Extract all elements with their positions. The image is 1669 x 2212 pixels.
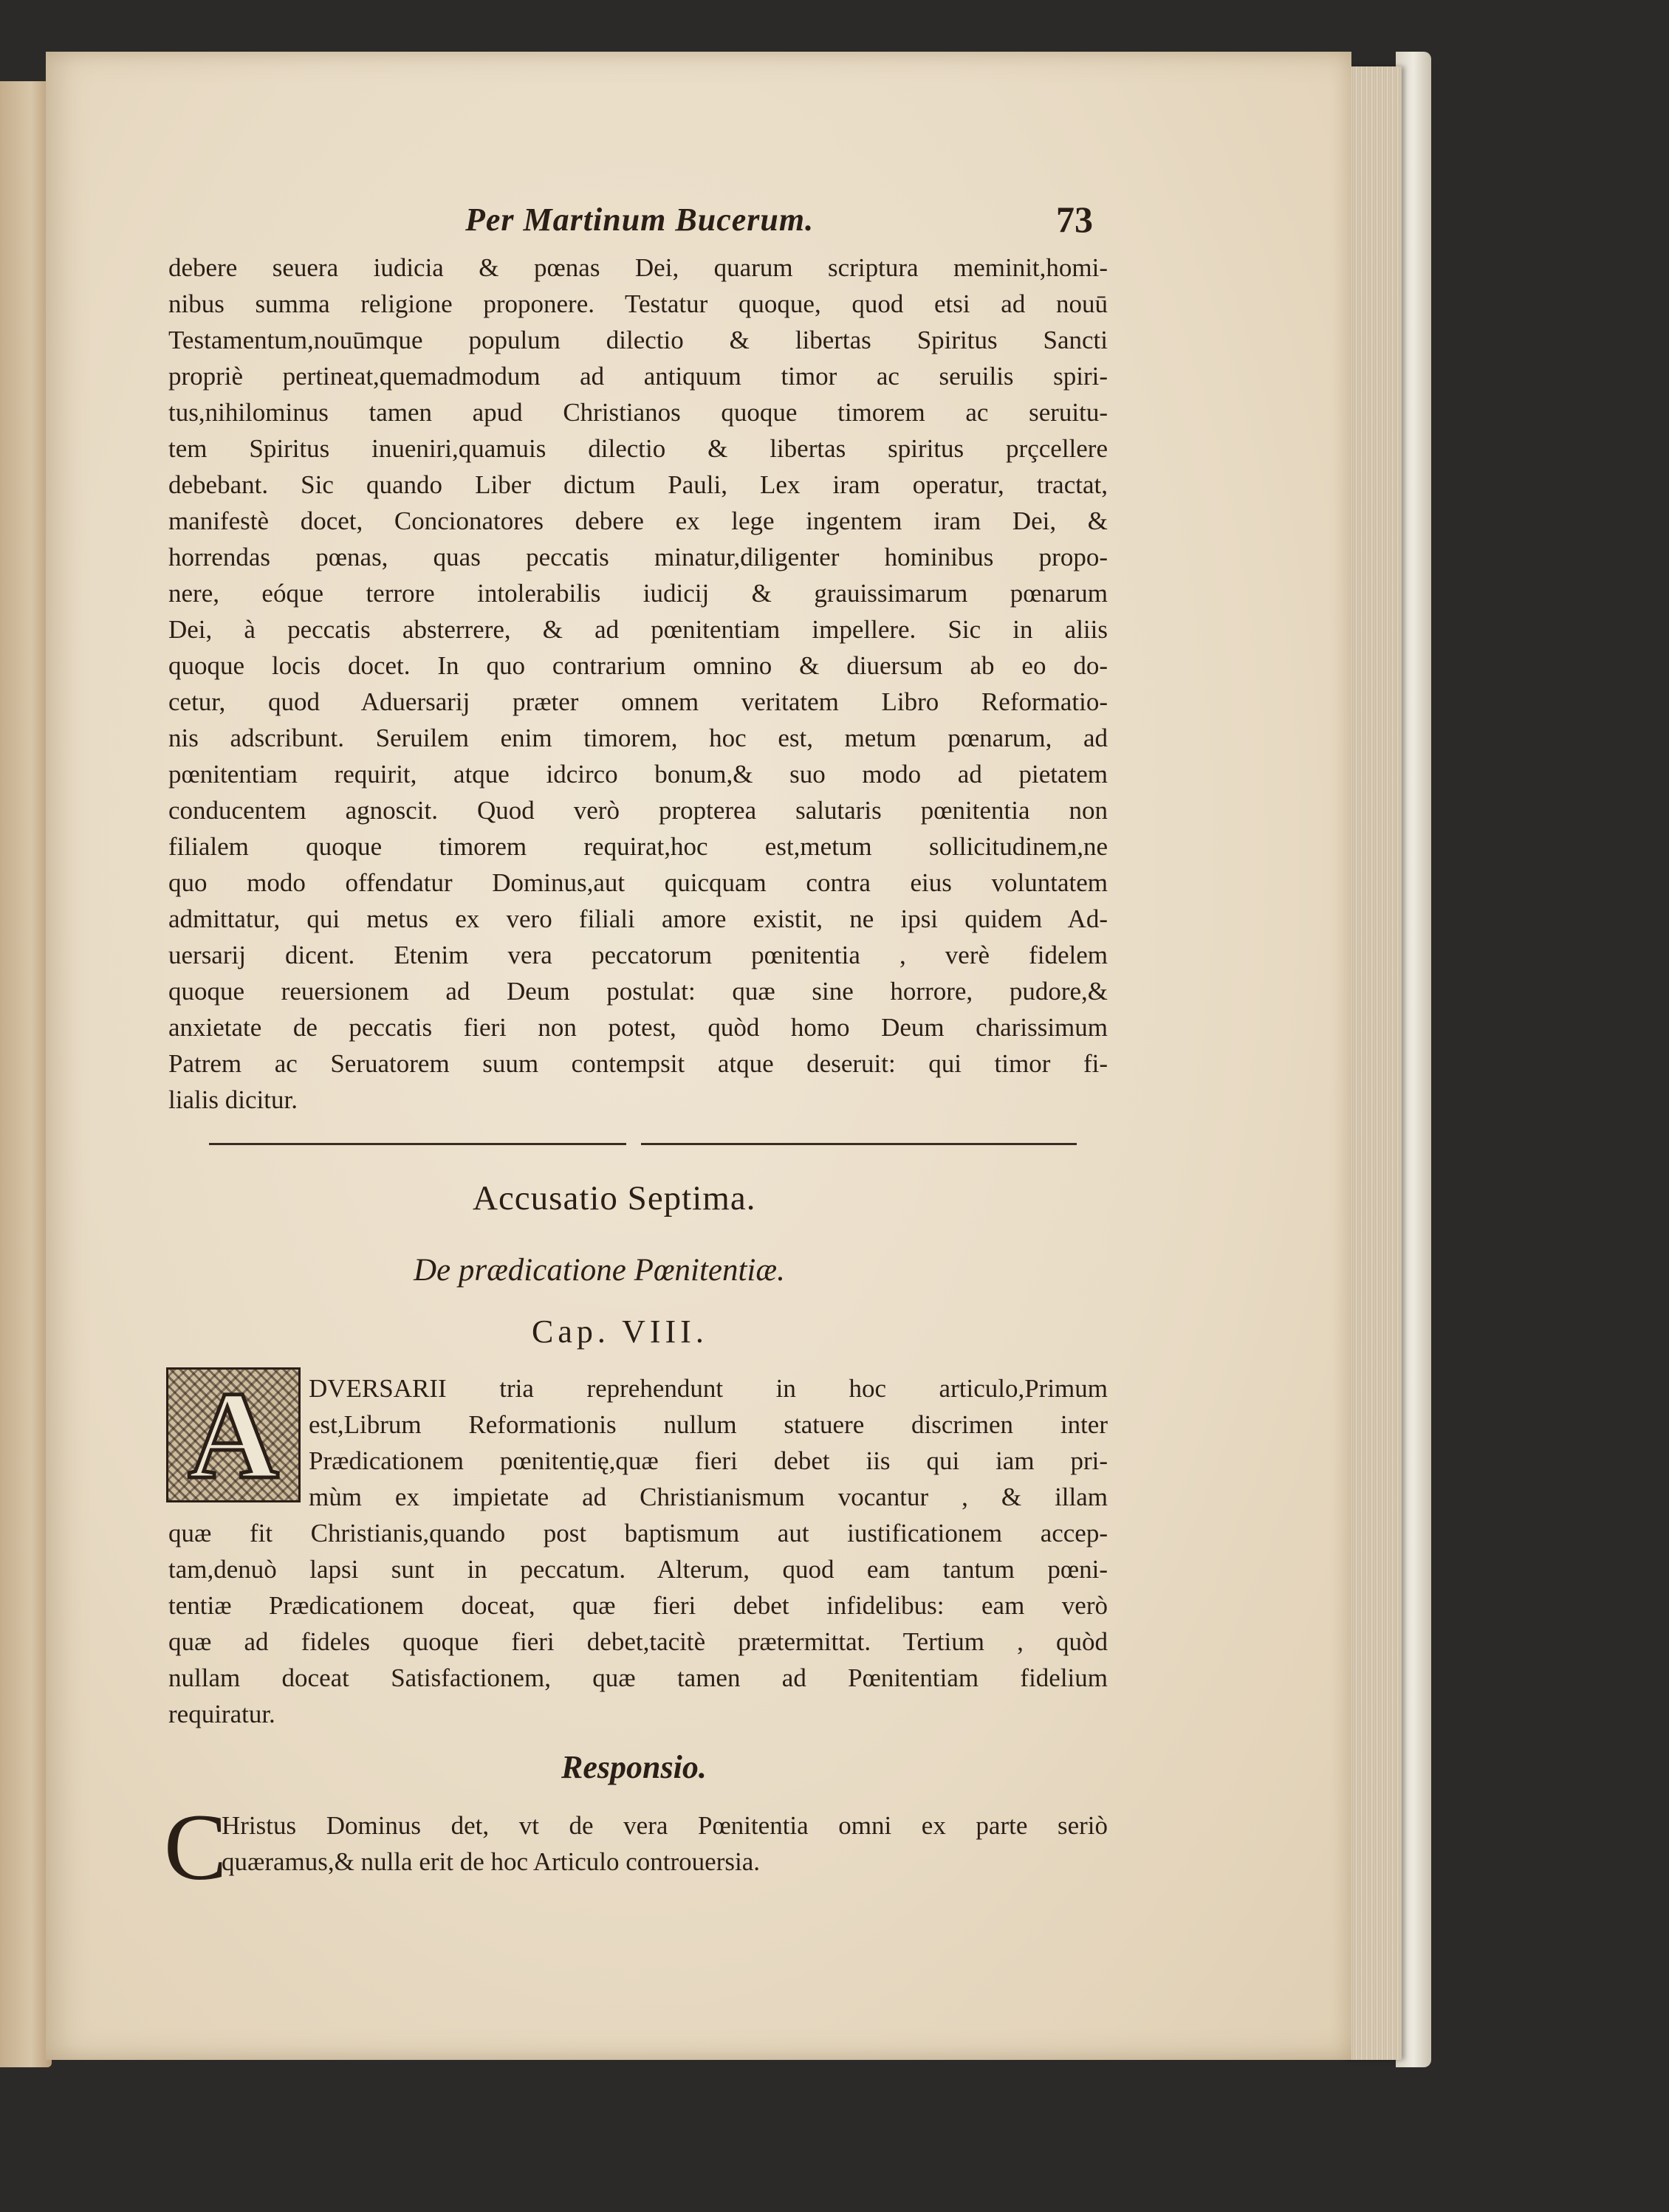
text-line: requiratur.: [168, 1700, 275, 1728]
text-line: nere, eóque terrore intolerabilis iudicij & grauissimarum pœnarum: [168, 579, 1108, 608]
response-initial: C: [164, 1795, 227, 1900]
text-line: nullam doceat Satisfactionem, quæ tamen ad Pœnitentiam fidelium: [168, 1663, 1108, 1692]
text-line: Hristus Dominus det, vt de vera Pœnitentia omni ex parte seriò: [222, 1811, 1108, 1840]
text-line: tentiæ Prædicationem doceat, quæ fieri debet infidelibus: eam verò: [168, 1591, 1108, 1620]
text-line: admittatur, qui metus ex vero filiali amore existit, ne ipsi quidem Ad-: [168, 904, 1108, 933]
text-line: quæ fit Christianis,quando post baptismum aut iustificationem accep-: [168, 1519, 1108, 1548]
text-line: Prædicationem pœnitentię,quæ fieri debet iis qui iam pri-: [309, 1446, 1108, 1475]
text-line: tem Spiritus inueniri,quamuis dilectio & libertas spiritus prçcellere: [168, 434, 1108, 463]
text-line: pœnitentiam requirit, atque idcirco bonum,& suo modo ad pietatem: [168, 760, 1108, 789]
text-line: debebant. Sic quando Liber dictum Pauli, Lex iram operatur, tractat,: [168, 470, 1108, 499]
running-head: [170, 201, 1115, 245]
text-line: quoque reuersionem ad Deum postulat: quæ sine horrore, pudore,&: [168, 977, 1108, 1006]
section-subtitle: De prædicatione Pœnitentiæ.: [414, 1253, 785, 1288]
text-line: lialis dicitur.: [168, 1085, 298, 1114]
section-title: Accusatio Septima.: [473, 1179, 756, 1217]
text-line: anxietate de peccatis fieri non potest, quòd homo Deum charissimum: [168, 1013, 1108, 1042]
response-paragraph: [222, 1807, 1108, 1880]
section-divider-right: [641, 1143, 1077, 1145]
text-line: nis adscribunt. Seruilem enim timorem, hoc est, metum pœnarum, ad: [168, 724, 1108, 752]
text-line: est,Librum Reformationis nullum statuere discrimen inter: [309, 1410, 1108, 1439]
previous-page-edge: [0, 81, 52, 2067]
text-line: debere seuera iudicia & pœnas Dei, quarum scriptura meminit,homi-: [168, 253, 1108, 282]
chapter-paragraph-beside-initial: [309, 1370, 1108, 1515]
text-line: cetur, quod Aduersarij præter omnem veritatem Libro Reformatio-: [168, 687, 1108, 716]
chapter-heading: Cap. VIII.: [532, 1313, 708, 1350]
chapter-paragraph: [168, 1515, 1108, 1732]
text-line: quæ ad fideles quoque fieri debet,tacitè prætermittat. Tertium , quòd: [168, 1627, 1108, 1656]
text-line: uersarij dicent. Etenim vera peccatorum pœnitentia , verè fidelem: [168, 941, 1108, 969]
ornamental-drop-cap: [166, 1365, 301, 1505]
text-line: tam,denuò lapsi sunt in peccatum. Alterum, quod eam tantum pœni-: [168, 1555, 1108, 1584]
text-line: manifestè docet, Concionatores debere ex lege ingentem iram Dei, &: [168, 506, 1108, 535]
text-line: propriè pertineat,quemadmodum ad antiquum timor ac seruilis spiri-: [168, 362, 1108, 391]
section-divider-left: [209, 1143, 626, 1145]
page-number: 73: [1056, 199, 1093, 240]
text-line: Patrem ac Seruatorem suum contempsit atque deseruit: qui timor fi-: [168, 1049, 1108, 1078]
text-line: Dei, à peccatis absterrere, & ad pœnitentiam impellere. Sic in aliis: [168, 615, 1108, 644]
drop-cap-letter: A: [188, 1365, 279, 1505]
text-line: quo modo offendatur Dominus,aut quicquam contra eius voluntatem: [168, 868, 1108, 897]
text-line: mùm ex impietate ad Christianismum vocantur , & illam: [309, 1483, 1108, 1511]
text-line: quæramus,& nulla erit de hoc Articulo controuersia.: [222, 1847, 760, 1876]
text-line: conducentem agnoscit. Quod verò propterea salutaris pœnitentia non: [168, 796, 1108, 825]
text-line: horrendas pœnas, quas peccatis minatur,diligenter hominibus propo-: [168, 543, 1108, 571]
main-paragraph: [168, 250, 1108, 1118]
text-line: DVERSARII tria reprehendunt in hoc articulo,Primum: [309, 1374, 1108, 1403]
text-line: tus,nihilominus tamen apud Christianos quoque timorem ac seruitu-: [168, 398, 1108, 427]
text-line: Testamentum,nouūmque populum dilectio & libertas Spiritus Sancti: [168, 326, 1108, 354]
text-line: filialem quoque timorem requirat,hoc est,metum sollicitudinem,ne: [168, 832, 1108, 861]
header-title: Per Martinum Bucerum.: [465, 202, 815, 238]
page-block-edges: [1343, 66, 1402, 2060]
response-heading: Responsio.: [561, 1749, 707, 1785]
text-line: nibus summa religione proponere. Testatur quoque, quod etsi ad nouū: [168, 289, 1108, 318]
text-line: quoque locis docet. In quo contrarium omnino & diuersum ab eo do-: [168, 651, 1108, 680]
